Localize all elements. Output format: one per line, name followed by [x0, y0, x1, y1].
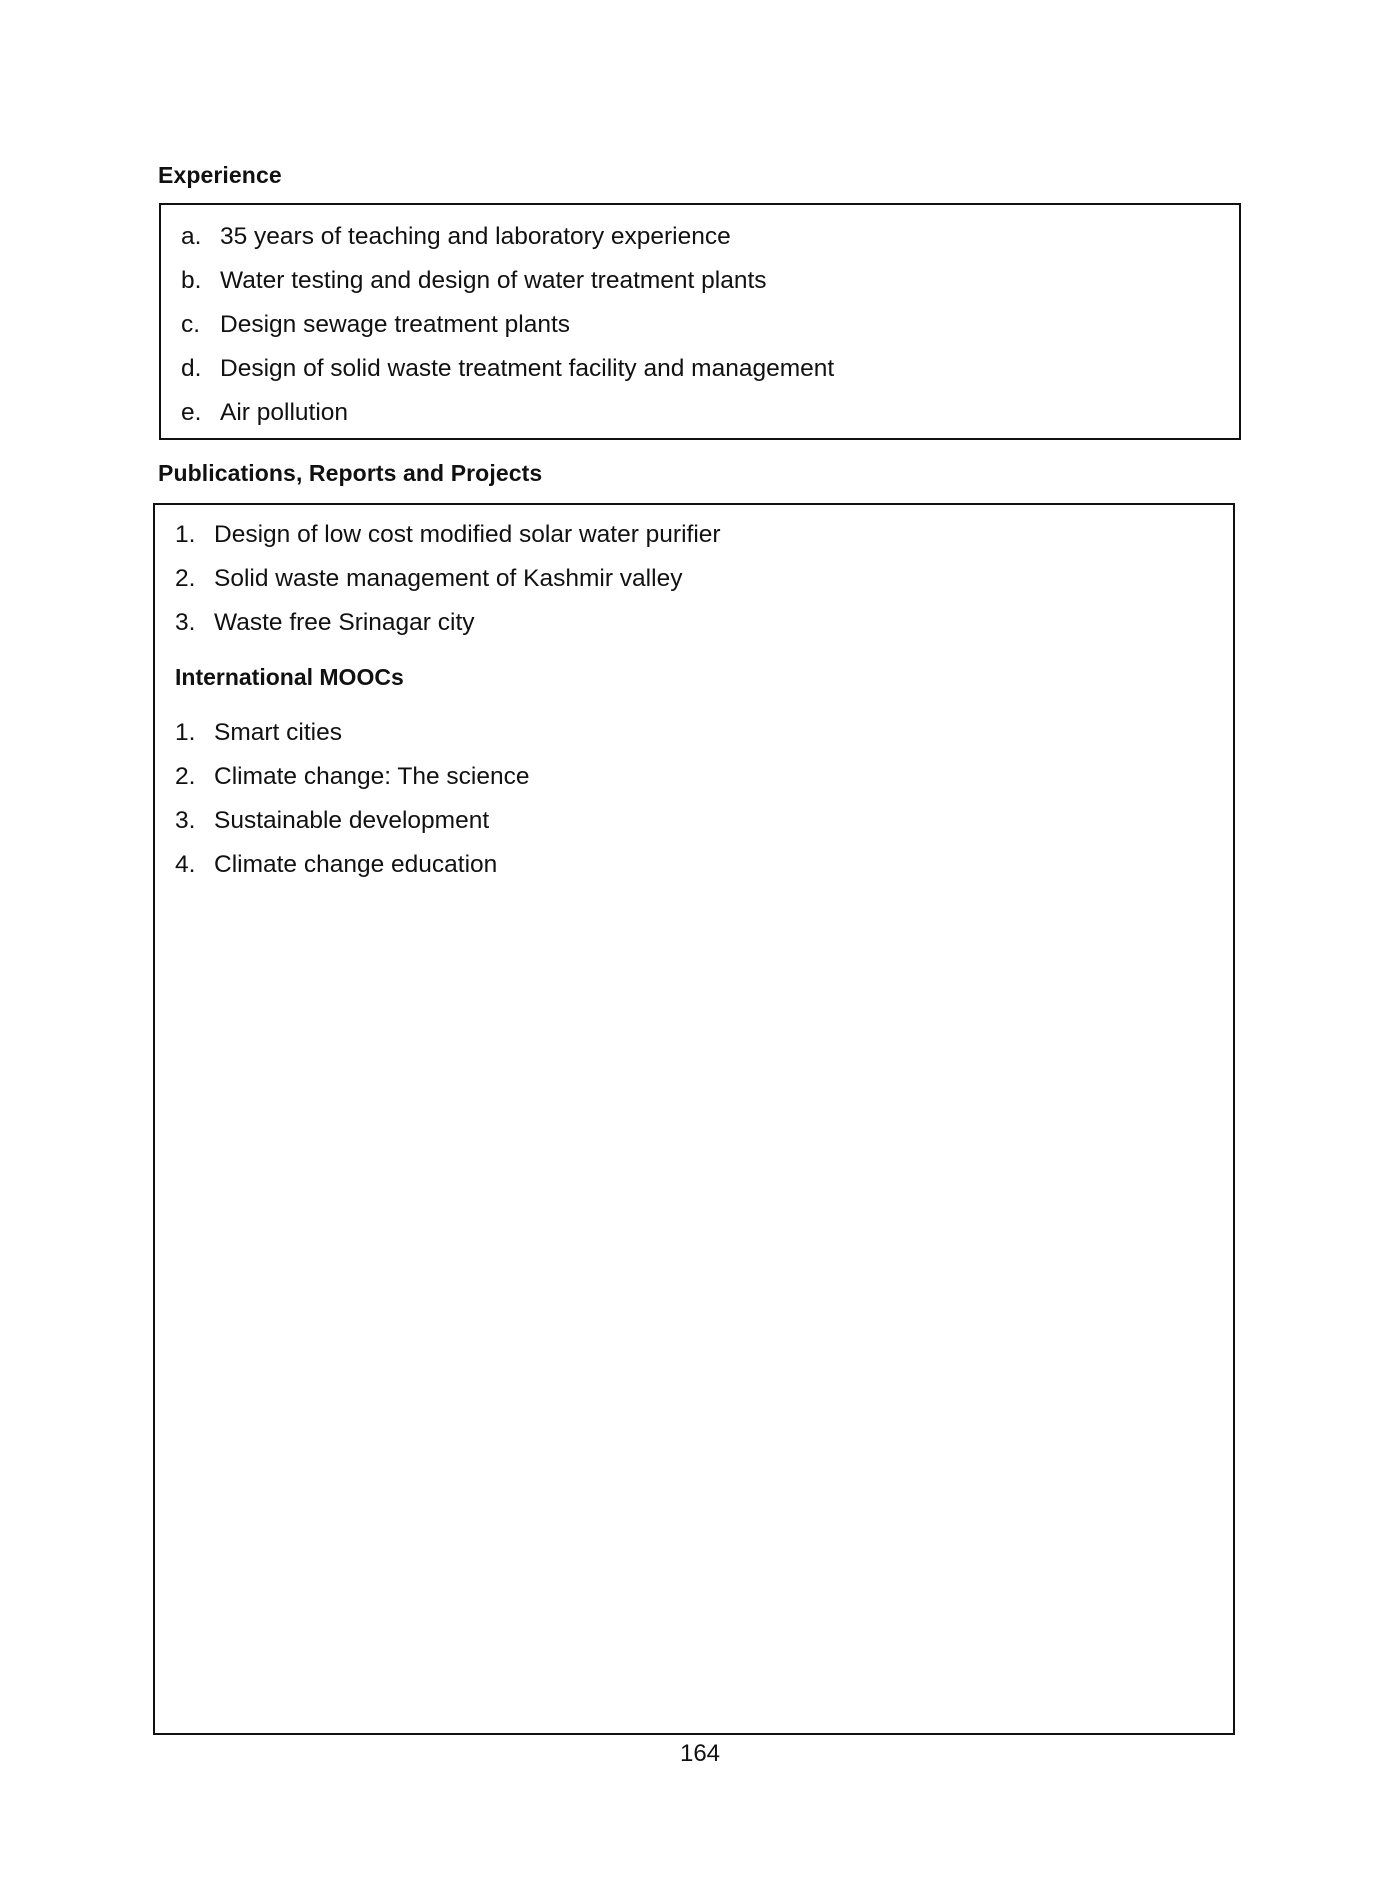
list-marker: 2.: [175, 565, 196, 592]
list-marker: d.: [181, 355, 202, 382]
experience-list: [181, 215, 834, 435]
publications-heading: Publications, Reports and Projects: [158, 460, 543, 486]
experience-item: [181, 391, 834, 435]
publication-item-text: Waste free Srinagar city: [214, 609, 475, 636]
experience-item: [181, 303, 834, 347]
experience-box: [159, 203, 1241, 440]
moocs-heading: International MOOCs: [175, 664, 404, 690]
list-marker: 4.: [175, 851, 196, 878]
publication-item: [175, 513, 721, 557]
publications-box: [153, 503, 1235, 1735]
experience-item: [181, 259, 834, 303]
mooc-item-text: Climate change education: [214, 851, 498, 878]
experience-item-text: Air pollution: [220, 399, 349, 426]
publication-item-text: Design of low cost modified solar water purifier: [214, 521, 721, 548]
experience-item-text: Water testing and design of water treatment plants: [220, 267, 767, 294]
mooc-item-text: Climate change: The science: [214, 763, 530, 790]
list-marker: e.: [181, 399, 202, 426]
mooc-item: [175, 843, 530, 887]
experience-item-text: 35 years of teaching and laboratory experience: [220, 223, 731, 250]
publications-list: [175, 513, 721, 645]
mooc-item: [175, 711, 530, 755]
mooc-item: [175, 799, 530, 843]
list-marker: b.: [181, 267, 202, 294]
experience-item: [181, 347, 834, 391]
list-marker: a.: [181, 223, 202, 250]
publication-item: [175, 557, 721, 601]
experience-heading: Experience: [158, 162, 282, 188]
list-marker: 2.: [175, 763, 196, 790]
list-marker: 3.: [175, 609, 196, 636]
experience-item: [181, 215, 834, 259]
publication-item-text: Solid waste management of Kashmir valley: [214, 565, 683, 592]
page-number: 164: [679, 1740, 721, 1767]
list-marker: 3.: [175, 807, 196, 834]
list-marker: c.: [181, 311, 201, 338]
mooc-item-text: Smart cities: [214, 719, 342, 746]
mooc-item: [175, 755, 530, 799]
mooc-item-text: Sustainable development: [214, 807, 490, 834]
experience-item-text: Design sewage treatment plants: [220, 311, 570, 338]
experience-item-text: Design of solid waste treatment facility and management: [220, 355, 835, 382]
list-marker: 1.: [175, 521, 196, 548]
moocs-list: [175, 711, 530, 887]
publication-item: [175, 601, 721, 645]
list-marker: 1.: [175, 719, 196, 746]
